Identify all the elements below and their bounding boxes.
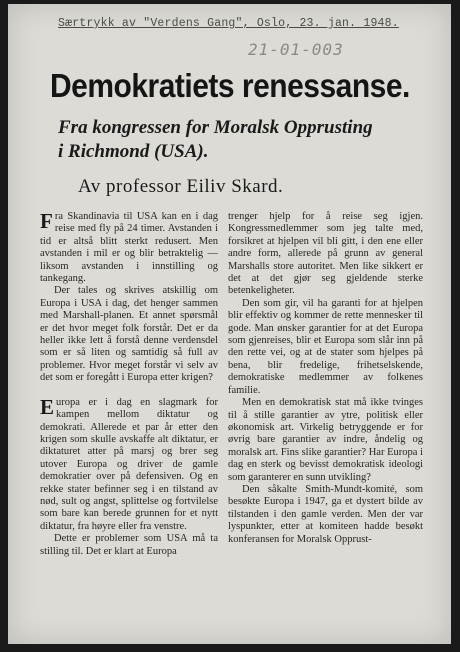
subtitle-line-1: Fra kongressen for Moralsk Opprusting (58, 117, 373, 138)
paragraph: Men en demokratisk stat må ikke tvinges til å stille garantier av ytre, politisk eller økonomisk art. Virkelig betryggende er for øvrig bare garantier av indre, åndelig og moralsk art. Fins slike garantier? Har Europa i dag en sterk og bevisst demokratisk ideologi som garanterer en sunn utvikling? (228, 397, 423, 483)
right-column (228, 211, 423, 546)
paragraph (40, 533, 218, 558)
paragraph (40, 285, 218, 384)
document-page (8, 4, 451, 644)
subtitle-line-2: i Richmond (USA). (58, 141, 209, 162)
article-author: Av professor Eiliv Skard. (78, 176, 284, 197)
paragraph: Den såkalte Smith-Mundt-komité, som besøkte Europa i 1947, ga et dystert bilde av tilstanden i den gamle verden. Men der var lyspunkter, etter at komiteen hadde besøkt konferansen for Moralsk Opprust- (228, 483, 423, 545)
offprint-line: Særtrykk av "Verdens Gang", Oslo, 23. jan. 1948. (58, 17, 399, 30)
archive-number: 21-01-003 (248, 40, 344, 59)
paragraph: trenger hjelp for å reise seg igjen. Kongressmedlemmer som jeg talte med, forsikret at hjelpen vil bli gitt, i den ene eller andre form, allerede på grunn av general Marshalls store autoritet. Men like sikkert er det at det gjør seg gjeldende sterke betenkeligheter. (228, 211, 423, 297)
paragraph-text: ra Skandinavia til USA kan en i dag reise med fly på 24 timer. Avstanden i tid er altså blitt sterkt redusert. Men avstanden i mil er og blir betraktelig — liksom avstanden i innstilling og tankegang. (40, 211, 218, 285)
paragraph-text: Dette er problemer som USA må ta stilling til. Det er klart at Europa (40, 533, 218, 557)
paragraph (40, 211, 218, 285)
drop-cap: E (40, 394, 55, 419)
paragraph (40, 394, 218, 533)
paragraph-text: Der tales og skrives atskillig om Europa i USA i dag, det henger sammen med Marshall-planen. Et annet spørsmål er det hvor meget folk forstår. Det er da heller ikke lett å forstå denne verdensdel som er så liten og samtidig så full av problemer. Hvor meget forstår vi selv av det som er foregått i Europa etter krigen? (40, 285, 218, 384)
paragraph-text: uropa er i dag en slagmark for kampen mellom diktatur og demokrati. Allerede et par år etter den krigen som skulle avskaffe alt diktatur, er diktaturet atter på marsj og brer seg utover Europa og driver de gamle demokratier over på defensiven. Og en rekke stater befinner seg i en tilstand av nød, sult og angst, splittelse og fortvilelse som bare kan berede grunnen for et nytt diktatur, fra høyre eller fra venstre. (40, 396, 218, 532)
paragraph: Den som gir, vil ha garanti for at hjelpen blir effektiv og kommer de rette mennesker til gode. Man ønsker garantier for at det Europa som gjenreises, blir et Europa som slår inn på den rette vei, og at de stater som hjelpes på bena, blir fredelige, frihetselskende, demokratiske medlemmer av folkenes familie. (228, 297, 423, 396)
left-column (40, 211, 218, 558)
article-subtitle (58, 116, 438, 164)
drop-cap: F (40, 209, 53, 233)
article-title: Demokratiets renessanse. (50, 68, 410, 105)
